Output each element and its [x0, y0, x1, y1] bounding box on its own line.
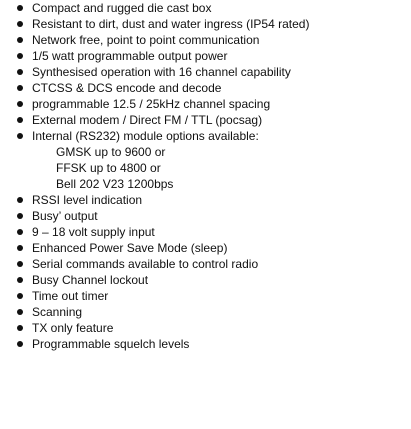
list-item — [0, 272, 258, 288]
feature-list-continued — [0, 192, 258, 352]
bullet-icon — [17, 85, 23, 91]
bullet-icon — [17, 309, 23, 315]
feature-text: Enhanced Power Save Mode (sleep) — [32, 241, 228, 255]
bullet-icon — [17, 341, 23, 347]
list-item — [0, 208, 258, 224]
list-item — [0, 32, 309, 48]
feature-text: Synthesised operation with 16 channel capability — [32, 65, 291, 79]
feature-text: CTCSS & DCS encode and decode — [32, 81, 222, 95]
list-item — [0, 0, 309, 16]
bullet-icon — [17, 117, 23, 123]
feature-text: Time out timer — [32, 289, 109, 303]
bullet-icon — [17, 37, 23, 43]
bullet-icon — [17, 213, 23, 219]
bullet-icon — [17, 293, 23, 299]
feature-text: Serial commands available to control radio — [32, 257, 259, 271]
feature-text: External modem / Direct FM / TTL (pocsag) — [32, 113, 263, 127]
feature-text: Internal (RS232) module options available: — [32, 129, 259, 143]
list-item — [0, 112, 309, 128]
bullet-icon — [17, 53, 23, 59]
bullet-icon — [17, 197, 23, 203]
feature-text: RSSI level indication — [32, 193, 143, 207]
feature-text: programmable 12.5 / 25kHz channel spacing — [32, 97, 271, 111]
list-item — [0, 48, 309, 64]
feature-text: Compact and rugged die cast box — [32, 1, 212, 15]
list-item — [0, 256, 258, 272]
feature-text: Network free, point to point communication — [32, 33, 260, 47]
bullet-icon — [17, 245, 23, 251]
module-option: Bell 202 V23 1200bps — [56, 177, 174, 191]
bullet-icon — [17, 277, 23, 283]
list-item — [0, 80, 309, 96]
bullet-icon — [17, 101, 23, 107]
bullet-icon — [17, 229, 23, 235]
module-option: FFSK up to 4800 or — [56, 161, 161, 175]
feature-text: Scanning — [32, 305, 83, 319]
list-item — [0, 96, 309, 112]
list-item — [0, 128, 309, 144]
list-item — [0, 64, 309, 80]
list-item — [0, 336, 258, 352]
bullet-icon — [17, 21, 23, 27]
feature-text: 9 – 18 volt supply input — [32, 225, 155, 239]
feature-text: Busy’ output — [32, 209, 98, 223]
bullet-icon — [17, 5, 23, 11]
feature-text: Resistant to dirt, dust and water ingress (IP54 rated) — [32, 17, 310, 31]
bullet-icon — [17, 69, 23, 75]
module-option: GMSK up to 9600 or — [56, 145, 166, 159]
bullet-icon — [17, 133, 23, 139]
list-item — [0, 304, 258, 320]
module-options-list — [0, 144, 173, 192]
list-item — [0, 320, 258, 336]
feature-list — [0, 0, 309, 144]
list-item — [0, 16, 309, 32]
list-item — [0, 192, 258, 208]
feature-text: TX only feature — [32, 321, 114, 335]
bullet-icon — [17, 261, 23, 267]
feature-text: Busy Channel lockout — [32, 273, 149, 287]
list-item — [0, 288, 258, 304]
list-item — [0, 224, 258, 240]
feature-text: Programmable squelch levels — [32, 337, 190, 351]
feature-text: 1/5 watt programmable output power — [32, 49, 228, 63]
bullet-icon — [17, 325, 23, 331]
list-item — [0, 240, 258, 256]
